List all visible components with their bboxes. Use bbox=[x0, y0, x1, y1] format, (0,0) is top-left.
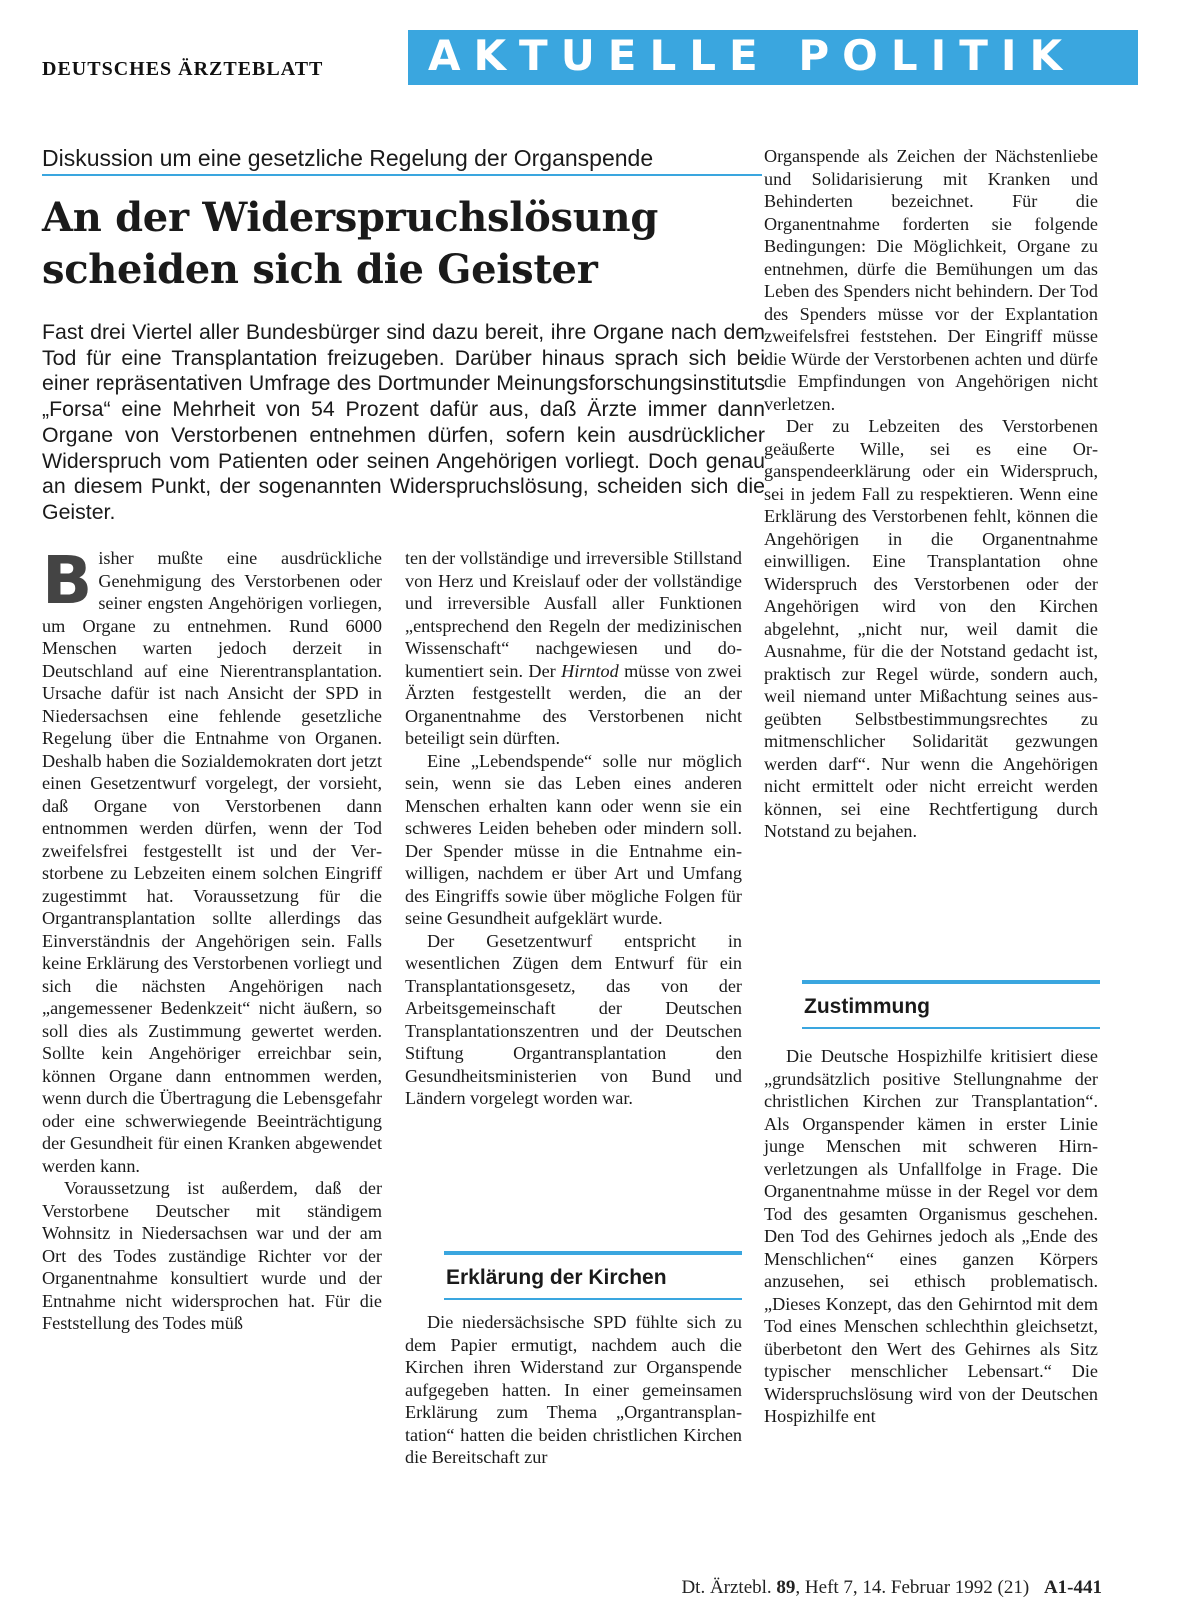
body-column-3-bottom bbox=[764, 1045, 1098, 1428]
paragraph-text: müsse von zwei Ärzten festgestellt werden, die an der Organentnahme des Verstorbenen nicht beteiligt sein dürften. bbox=[405, 660, 742, 748]
article-kicker: Diskussion um eine gesetzliche Regelung der Organspende bbox=[42, 144, 762, 176]
footer-page-number: A1-441 bbox=[1043, 1577, 1102, 1598]
body-paragraph: Eine „Lebendspende“ solle nur möglich sein, wenn sie das Leben eines anderen Menschen erhalten kann oder wenn sie ein schweres Leiden beheben oder mindern soll. Der Spender müsse in die Entnahme einwilligen, nachdem er über Art und Umfang des Eingriffs sowie über mögliche Folgen für seine Gesundheit aufgeklärt wurde. bbox=[405, 750, 742, 928]
page-footer bbox=[622, 1576, 1102, 1600]
subhead-zustimmung: Zustimmung bbox=[802, 980, 1100, 1029]
body-column-2-continued bbox=[405, 1311, 742, 1469]
footer-journal: Dt. Ärztebl. bbox=[681, 1577, 772, 1598]
italic-term: Hirntod bbox=[561, 660, 619, 681]
drop-cap: B bbox=[42, 542, 93, 619]
body-paragraph bbox=[405, 547, 742, 750]
body-paragraph: Organspende als Zeichen der Nächstenliebe und Solidarisierung mit Kranken und Behinderten bezeichnet. Für die Organentnahme forderten sie folgende Bedingungen: Die Möglichkeit, Organe zu entnehmen, dürfe die Bemühungen um das Leben des Spenders nicht behindern. Der Tod des Spenders müsse vor der Explantation zweifelsfrei feststehen. Der Eingriff müsse die Würde der Verstorbenen achten und dürfe die Empfindungen von Angehörigen nicht verletzen. bbox=[764, 146, 1098, 414]
body-paragraph: Die Deutsche Hospizhilfe kritisiert diese „grundsätzlich positive Stellungnahme der christlichen Kirchen zur Transplantation“. Als Organspender kämen in erster Linie junge Menschen mit schweren Hirnverletzungen als Unfallfolge in Frage. Die Organentnahme müsse in der Regel vor dem Tod des gesamten Organismus geschehen. Den Tod des Gehirnes jedoch als „Ende des Menschlichen“ eines ganzen Körpers anzusehen, sei ethisch problematisch. „Dieses Konzept, das den Gehirntod mit dem Tod eines Menschen schlechthin gleichsetzt, überbetont den Wert des Gehirnes als Sitz typischer menschlicher Lebensart.“ Die Widerspruchslösung wird von der Deutschen Hospizhilfe ent bbox=[764, 1046, 1098, 1426]
body-column-3-top bbox=[764, 145, 1098, 843]
body-paragraph: Die niedersächsische SPD fühlte sich zu dem Papier ermutigt, nachdem auch die Kirchen ihren Widerstand zur Organspende aufgegeben hatten. In einer gemeinsamen Erklärung zum Thema „Organtransplantation“ hatten die beiden christlichen Kirchen die Bereitschaft zur bbox=[405, 1312, 742, 1467]
section-title: AKTUELLE POLITIK bbox=[428, 31, 1076, 80]
masthead-publication: DEUTSCHES ÄRZTEBLATT bbox=[42, 58, 324, 80]
subhead-kirchen: Erklärung der Kirchen bbox=[444, 1251, 742, 1300]
article-lead: Fast drei Viertel aller Bundesbürger sind dazu bereit, ihre Organe nach dem Tod für eine Transplantation freizugeben. Darüber hinaus sprach sich bei einer repräsentativen Umfrage des Dortmunder Meinungsforschungsinstituts „Forsa“ eine Mehrheit von 54 Prozent dafür aus, daß Ärzte immer dann Organe von Verstorbenen entnehmen dürfen, sofern kein ausdrücklicher Widerspruch vom Patienten oder seinen Angehörigen vorliegt. Doch genau an diesem Punkt, der sogenannten Widerspruchslösung, scheiden sich die Geister. bbox=[42, 320, 765, 524]
headline-line-2: scheiden sich die Geister bbox=[42, 246, 598, 293]
body-paragraph bbox=[42, 542, 382, 1177]
section-banner bbox=[408, 30, 1138, 85]
footer-volume: 89 bbox=[776, 1577, 796, 1598]
body-column-2 bbox=[405, 547, 742, 1110]
body-paragraph: Der zu Lebzeiten des Verstorbenen geäußerte Wille, sei es eine Organspendeerklärung oder ein Widerspruch, sei in jedem Fall zu respektieren. Wenn eine Erklärung des Verstorbenen fehlt, können die Angehörigen in die Organentnahme einwilligen. Eine Transplantation ohne Widerspruch des Verstorbenen oder der Angehörigen wird von den Kirchen abgelehnt, „nicht nur, weil damit die Ausnahme, für die der Notstand gedacht ist, praktisch zur Regel würde, sondern auch, weil niemand unter Mißachtung seines ausgeübten Selbstbestimmungsrechtes zu mitmenschlicher Solidarität gezwungen werden darf“. Nur wenn die Angehörigen nicht ermittelt oder nicht erreicht werden können, sei eine Rechtfertigung durch Notstand zu bejahen. bbox=[764, 416, 1098, 841]
body-paragraph: Der Gesetzentwurf entspricht in wesentlichen Zügen dem Entwurf für ein Transplantationsgesetz, das von der Arbeitsgemeinschaft der Deutschen Transplantationszentren und der Deutschen Stiftung Organtransplantation den Gesundheitsministerien von Bund und Ländern vorgelegt worden war. bbox=[405, 930, 742, 1108]
body-paragraph: Voraussetzung ist außerdem, daß der Verstorbene Deutscher mit ständigem Wohnsitz in Niedersachsen war und der am Ort des Todes zuständige Richter vor der Organentnahme konsultiert wurde und der Entnahme nicht widersprochen hat. Für die Feststellung des Todes müß bbox=[42, 1178, 382, 1333]
footer-issue-date: , Heft 7, 14. Februar 1992 (21) bbox=[795, 1577, 1030, 1598]
paragraph-text: ten der vollständige und irreversible Stillstand von Herz und Kreislauf oder der vollständige und irreversible Ausfall aller Funktionen „entsprechend den Regeln der medizinischen Wissenschaft“ nachgewiesen und dokumentiert sein. Der bbox=[405, 548, 742, 681]
body-column-1 bbox=[42, 542, 382, 1335]
headline-line-1: An der Widerspruchslösung bbox=[42, 194, 658, 241]
paragraph-text: isher mußte eine ausdrückliche Genehmigung des Verstorbenen oder seiner engsten Angehörigen vorliegen, um Organe zu entnehmen. Rund 6000 Menschen warten jedoch derzeit in Deutschland auf eine Nierentransplantation. Ursache dafür ist nach Ansicht der SPD in Niedersachsen eine fehlende gesetzliche Regelung über die Entnahme von Organen. Deshalb haben die Sozialdemokraten dort jetzt einen Gesetzentwurf vorgelegt, der vorsieht, daß Organe von Verstorbenen dann entnommen werden dürfen, wenn der Tod zweifelsfrei festgestellt ist und der Verstorbene zu Lebzeiten einem solchen Eingriff zugestimmt hat. Voraussetzung für die Organtransplantation sollte allerdings das Einverständnis der Angehörigen sein. Falls keine Erklärung des Verstorbenen vorliegt und sich die nächsten Angehörigen nach „angemessener Bedenkzeit“ nicht äußern, so soll dies als Zustimmung gewertet werden. Sollte kein Angehöriger erreichbar sein, können Organe dann entnommen werden, wenn durch die Übertragung die Lebensgefahr oder eine schwerwiegende Beeinträchtigung der Gesundheit für einen Kranken abgewendet werden kann. bbox=[42, 548, 382, 1176]
article-headline bbox=[42, 192, 762, 296]
